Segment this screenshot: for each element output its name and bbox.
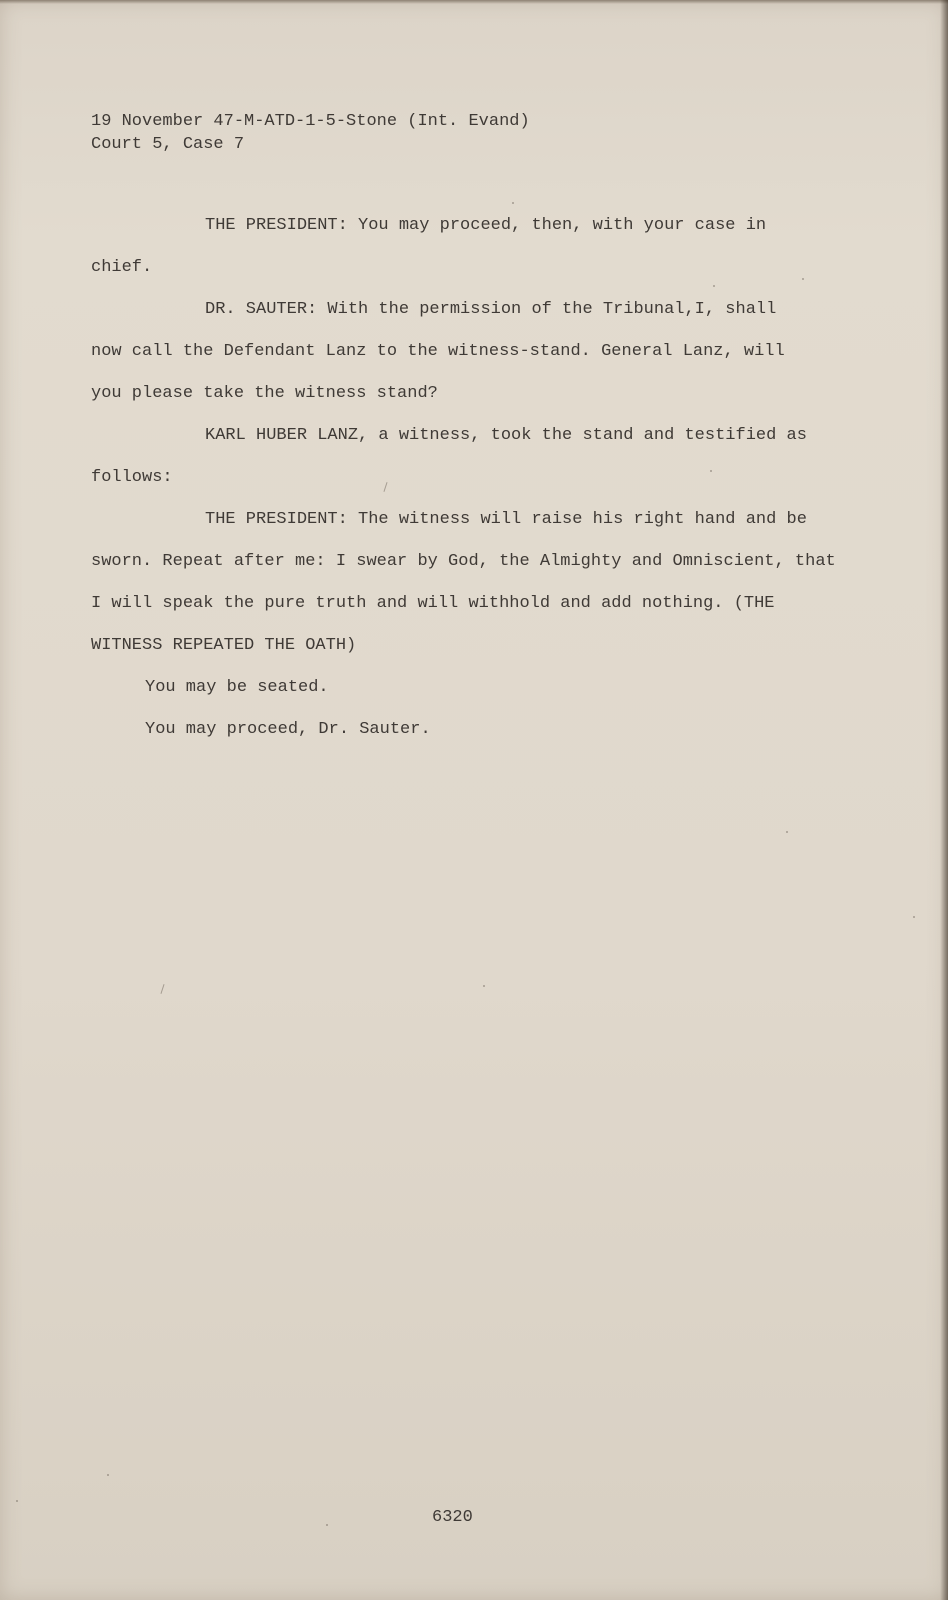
transcript-line: You may be seated. [145,678,329,697]
paper-mark [160,984,164,994]
paper-speck [802,278,804,280]
paper-speck [913,916,915,918]
transcript-line: THE PRESIDENT: You may proceed, then, with your case in [205,216,767,235]
transcript-line: You may proceed, Dr. Sauter. [145,720,431,739]
transcript-line: I will speak the pure truth and will withhold and add nothing. (THE [91,594,775,613]
paper-speck [786,831,788,833]
transcript-line: chief. [91,258,153,277]
paper-speck [713,285,715,287]
paper-speck [483,985,485,987]
paper-speck [710,470,712,472]
page-right-edge [940,0,948,1600]
transcript-line: follows: [91,468,173,487]
paper-speck [16,1500,18,1502]
transcript-line: now call the Defendant Lanz to the witness-stand. General Lanz, will [91,342,785,361]
transcript-line: you please take the witness stand? [91,384,438,403]
page-top-edge [0,0,948,4]
transcript-line: KARL HUBER LANZ, a witness, took the stand and testified as [205,426,807,445]
header-line-1: 19 November 47-M-ATD-1-5-Stone (Int. Evand) [91,112,530,131]
page-number: 6320 [432,1508,473,1527]
transcript-line: WITNESS REPEATED THE OATH) [91,636,357,655]
transcript-line: THE PRESIDENT: The witness will raise his right hand and be [205,510,807,529]
transcript-line: sworn. Repeat after me: I swear by God, the Almighty and Omniscient, that [91,552,836,571]
paper-mark [383,482,387,492]
paper-speck [107,1474,109,1476]
transcript-line: DR. SAUTER: With the permission of the Tribunal,I, shall [205,300,777,319]
header-line-2: Court 5, Case 7 [91,135,245,154]
paper-speck [512,202,514,204]
paper-speck [326,1524,328,1526]
